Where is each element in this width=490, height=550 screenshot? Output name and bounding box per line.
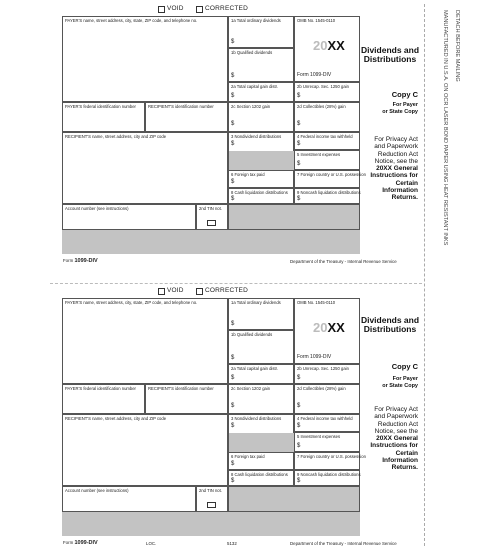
corrected-label: CORRECTED bbox=[205, 5, 248, 12]
dollar-sign: $ bbox=[231, 93, 235, 99]
year-suffix: XX bbox=[327, 320, 345, 335]
omb-year-block bbox=[294, 16, 360, 82]
dollar-sign: $ bbox=[231, 423, 235, 429]
privacy-line-3: Reduction Act bbox=[377, 420, 418, 428]
shaded-area bbox=[62, 512, 360, 536]
privacy-line-7: Certain bbox=[395, 449, 418, 457]
dollar-sign: $ bbox=[297, 141, 301, 147]
recipient-name-label: RECIPIENT'S name, street address, city and ZIP code bbox=[65, 134, 167, 139]
dollar-sign: $ bbox=[297, 121, 301, 127]
privacy-line-5: 20XX General bbox=[376, 435, 418, 443]
privacy-line-5: 20XX General bbox=[376, 165, 418, 173]
copy-for bbox=[360, 102, 418, 116]
omb-number: OMB No. 1545-0110 bbox=[297, 300, 336, 305]
box-5-label: 5 Investment expenses bbox=[297, 152, 341, 157]
box-2d[interactable] bbox=[294, 102, 360, 132]
footer-form-word: Form bbox=[63, 540, 74, 545]
box-9-label: 9 Noncash liquidation distributions bbox=[297, 472, 361, 477]
recipient-name-box[interactable] bbox=[62, 132, 228, 204]
box-2a-label: 2a Total capital gain distr. bbox=[231, 84, 278, 89]
box-2d-label: 2d Collectibles (28%) gain bbox=[297, 104, 346, 109]
footer-form-number: 1099-DIV bbox=[74, 258, 98, 264]
privacy-notice bbox=[360, 136, 418, 202]
dollar-sign: $ bbox=[231, 141, 235, 147]
box-1b-label: 1b Qualified dividends bbox=[231, 50, 273, 55]
horizontal-perforation bbox=[50, 283, 422, 284]
recipient-tin-label: RECIPIENT'S identification number bbox=[148, 104, 214, 109]
box-6[interactable] bbox=[228, 452, 294, 470]
year-prefix: 20 bbox=[313, 38, 328, 53]
second-tin-checkbox[interactable] bbox=[207, 220, 216, 226]
box-3[interactable] bbox=[228, 414, 294, 452]
dollar-sign: $ bbox=[231, 403, 235, 409]
box-2a[interactable] bbox=[228, 82, 294, 102]
vertical-perforation bbox=[424, 4, 425, 546]
second-tin-checkbox[interactable] bbox=[207, 502, 216, 508]
copy-for-line-2: or State Copy bbox=[382, 109, 418, 115]
shaded-area bbox=[62, 230, 360, 254]
dollar-sign: $ bbox=[231, 375, 235, 381]
box-6-label: 6 Foreign tax paid bbox=[231, 172, 265, 177]
copy-for-line-1: For Payer bbox=[392, 102, 418, 108]
recipient-tin-box[interactable] bbox=[145, 102, 228, 132]
footer-loc: LOC. bbox=[146, 541, 157, 546]
account-number-box[interactable] bbox=[62, 204, 196, 230]
box-7-label: 7 Foreign country or U.S. possession bbox=[297, 172, 366, 177]
privacy-line-9: Returns. bbox=[391, 464, 418, 472]
footer-department: Department of the Treasury - Internal Revenue Service bbox=[290, 541, 397, 546]
privacy-line-4: Notice, see the bbox=[374, 427, 418, 435]
box-2d-label: 2d Collectibles (28%) gain bbox=[297, 386, 346, 391]
void-checkbox[interactable] bbox=[158, 6, 165, 13]
box-1a[interactable] bbox=[228, 298, 294, 330]
payer-name-label: PAYER'S name, street address, city, state, ZIP code, and telephone no. bbox=[65, 300, 198, 305]
copy-for-line-2: or State Copy bbox=[382, 383, 418, 389]
account-number-box[interactable] bbox=[62, 486, 196, 512]
box-2d[interactable] bbox=[294, 384, 360, 414]
box-1b[interactable] bbox=[228, 48, 294, 82]
second-tin-label: 2nd TIN not. bbox=[199, 488, 222, 493]
omb-number: OMB No. 1545-0110 bbox=[297, 18, 336, 23]
box-7[interactable] bbox=[294, 170, 366, 188]
form-title: Dividends and Distributions bbox=[360, 45, 420, 64]
box-2b[interactable] bbox=[294, 82, 360, 102]
box-5[interactable] bbox=[294, 150, 360, 170]
privacy-line-6: Instructions for bbox=[370, 172, 418, 180]
form-footer-id bbox=[63, 258, 98, 264]
privacy-line-2: and Paperwork bbox=[374, 143, 418, 151]
dollar-sign: $ bbox=[297, 478, 301, 484]
account-number-label: Account number (see instructions) bbox=[65, 488, 129, 493]
box-4-label: 4 Federal income tax withheld bbox=[297, 416, 353, 421]
box-1a[interactable] bbox=[228, 16, 294, 48]
payer-tin-label: PAYER'S federal identification number bbox=[65, 386, 136, 391]
privacy-line-2: and Paperwork bbox=[374, 413, 418, 421]
account-number-label: Account number (see instructions) bbox=[65, 206, 129, 211]
dollar-sign: $ bbox=[297, 423, 301, 429]
privacy-line-1: For Privacy Act bbox=[374, 406, 418, 413]
dollar-sign: $ bbox=[231, 321, 235, 327]
copy-for-line-1: For Payer bbox=[392, 376, 418, 382]
box-3-label: 3 Nondividend distributions bbox=[231, 134, 282, 139]
box-2b[interactable] bbox=[294, 364, 360, 384]
payer-tin-label: PAYER'S federal identification number bbox=[65, 104, 136, 109]
dollar-sign: $ bbox=[231, 121, 235, 127]
shaded-area bbox=[229, 151, 294, 170]
copy-label: Copy C bbox=[391, 362, 418, 371]
payer-tin-box[interactable] bbox=[62, 102, 145, 132]
dollar-sign: $ bbox=[297, 196, 301, 202]
corrected-checkbox[interactable] bbox=[196, 288, 203, 295]
privacy-notice bbox=[360, 406, 418, 472]
recipient-tin-label: RECIPIENT'S identification number bbox=[148, 386, 214, 391]
box-5-label: 5 Investment expenses bbox=[297, 434, 341, 439]
void-label: VOID bbox=[167, 287, 184, 294]
footer-code: 5132 bbox=[227, 541, 237, 546]
box-4-label: 4 Federal income tax withheld bbox=[297, 134, 353, 139]
form-number-label: Form 1099-DIV bbox=[297, 72, 332, 78]
box-3-label: 3 Nondividend distributions bbox=[231, 416, 282, 421]
box-3[interactable] bbox=[228, 132, 294, 170]
box-4[interactable] bbox=[294, 132, 360, 150]
privacy-line-8: Information bbox=[382, 457, 418, 465]
copy-label: Copy C bbox=[391, 90, 418, 99]
box-6[interactable] bbox=[228, 170, 294, 188]
dollar-sign: $ bbox=[297, 443, 301, 449]
box-8-label: 8 Cash liquidation distributions bbox=[231, 472, 288, 477]
recipient-name-box[interactable] bbox=[62, 414, 228, 486]
dollar-sign: $ bbox=[231, 196, 235, 202]
dollar-sign: $ bbox=[231, 461, 235, 467]
dollar-sign: $ bbox=[297, 161, 301, 167]
dollar-sign: $ bbox=[297, 375, 301, 381]
dollar-sign: $ bbox=[231, 73, 235, 79]
box-6-label: 6 Foreign tax paid bbox=[231, 454, 265, 459]
dollar-sign: $ bbox=[297, 93, 301, 99]
shaded-area bbox=[229, 433, 294, 452]
privacy-line-7: Certain bbox=[395, 179, 418, 187]
recipient-tin-box[interactable] bbox=[145, 384, 228, 414]
void-label: VOID bbox=[167, 5, 184, 12]
box-9[interactable] bbox=[294, 470, 360, 486]
detach-notice: DETACH BEFORE MAILING bbox=[454, 10, 460, 82]
box-2c-label: 2c Section 1202 gain bbox=[231, 386, 271, 391]
box-2c[interactable] bbox=[228, 102, 294, 132]
privacy-line-4: Notice, see the bbox=[374, 157, 418, 165]
tax-year bbox=[313, 38, 345, 53]
shaded-area bbox=[228, 204, 360, 230]
footer-form-word: Form bbox=[63, 258, 74, 263]
year-suffix: XX bbox=[327, 38, 345, 53]
box-1a-label: 1a Total ordinary dividends bbox=[231, 18, 281, 23]
box-1a-label: 1a Total ordinary dividends bbox=[231, 300, 281, 305]
dollar-sign: $ bbox=[297, 403, 301, 409]
box-1b-label: 1b Qualified dividends bbox=[231, 332, 273, 337]
form-title: Dividends and Distributions bbox=[360, 315, 420, 334]
box-7-label: 7 Foreign country or U.S. possession bbox=[297, 454, 366, 459]
recipient-name-label: RECIPIENT'S name, street address, city and ZIP code bbox=[65, 416, 167, 421]
privacy-line-1: For Privacy Act bbox=[374, 136, 418, 143]
payer-name-box[interactable] bbox=[62, 16, 228, 102]
payer-tin-box[interactable] bbox=[62, 384, 145, 414]
box-2c[interactable] bbox=[228, 384, 294, 414]
dollar-sign: $ bbox=[231, 478, 235, 484]
tax-year bbox=[313, 320, 345, 335]
box-4[interactable] bbox=[294, 414, 360, 432]
corrected-checkbox[interactable] bbox=[196, 6, 203, 13]
privacy-line-6: Instructions for bbox=[370, 442, 418, 450]
box-2a[interactable] bbox=[228, 364, 294, 384]
year-prefix: 20 bbox=[313, 320, 328, 335]
box-8[interactable] bbox=[228, 470, 294, 486]
box-2b-label: 2b Unrecap. Sec. 1250 gain bbox=[297, 366, 349, 371]
box-1b[interactable] bbox=[228, 330, 294, 364]
dollar-sign: $ bbox=[231, 39, 235, 45]
second-tin-box bbox=[196, 204, 228, 230]
box-2c-label: 2c Section 1202 gain bbox=[231, 104, 271, 109]
payer-name-label: PAYER'S name, street address, city, state, ZIP code, and telephone no. bbox=[65, 18, 198, 23]
box-9[interactable] bbox=[294, 188, 360, 204]
second-tin-box bbox=[196, 486, 228, 512]
shaded-area bbox=[228, 486, 360, 512]
box-5[interactable] bbox=[294, 432, 360, 452]
box-8-label: 8 Cash liquidation distributions bbox=[231, 190, 288, 195]
privacy-line-3: Reduction Act bbox=[377, 150, 418, 158]
omb-year-block bbox=[294, 298, 360, 364]
dollar-sign: $ bbox=[231, 355, 235, 361]
void-checkbox[interactable] bbox=[158, 288, 165, 295]
box-2b-label: 2b Unrecap. Sec. 1250 gain bbox=[297, 84, 349, 89]
box-8[interactable] bbox=[228, 188, 294, 204]
box-9-label: 9 Noncash liquidation distributions bbox=[297, 190, 361, 195]
box-2a-label: 2a Total capital gain distr. bbox=[231, 366, 278, 371]
dollar-sign: $ bbox=[231, 179, 235, 185]
footer-form-number: 1099-DIV bbox=[74, 540, 98, 546]
form-number-label: Form 1099-DIV bbox=[297, 354, 332, 360]
manufacturer-notice: MANUFACTURED IN U.S.A. ON OCR LASER BOND PAPER USING HEAT RESISTANT INKS bbox=[442, 10, 448, 246]
privacy-line-8: Information bbox=[382, 187, 418, 195]
payer-name-box[interactable] bbox=[62, 298, 228, 384]
copy-for bbox=[360, 376, 418, 390]
box-7[interactable] bbox=[294, 452, 366, 470]
privacy-line-9: Returns. bbox=[391, 194, 418, 202]
form-footer-id bbox=[63, 540, 98, 546]
corrected-label: CORRECTED bbox=[205, 287, 248, 294]
footer-department: Department of the Treasury - Internal Revenue Service bbox=[290, 259, 397, 264]
second-tin-label: 2nd TIN not. bbox=[199, 206, 222, 211]
